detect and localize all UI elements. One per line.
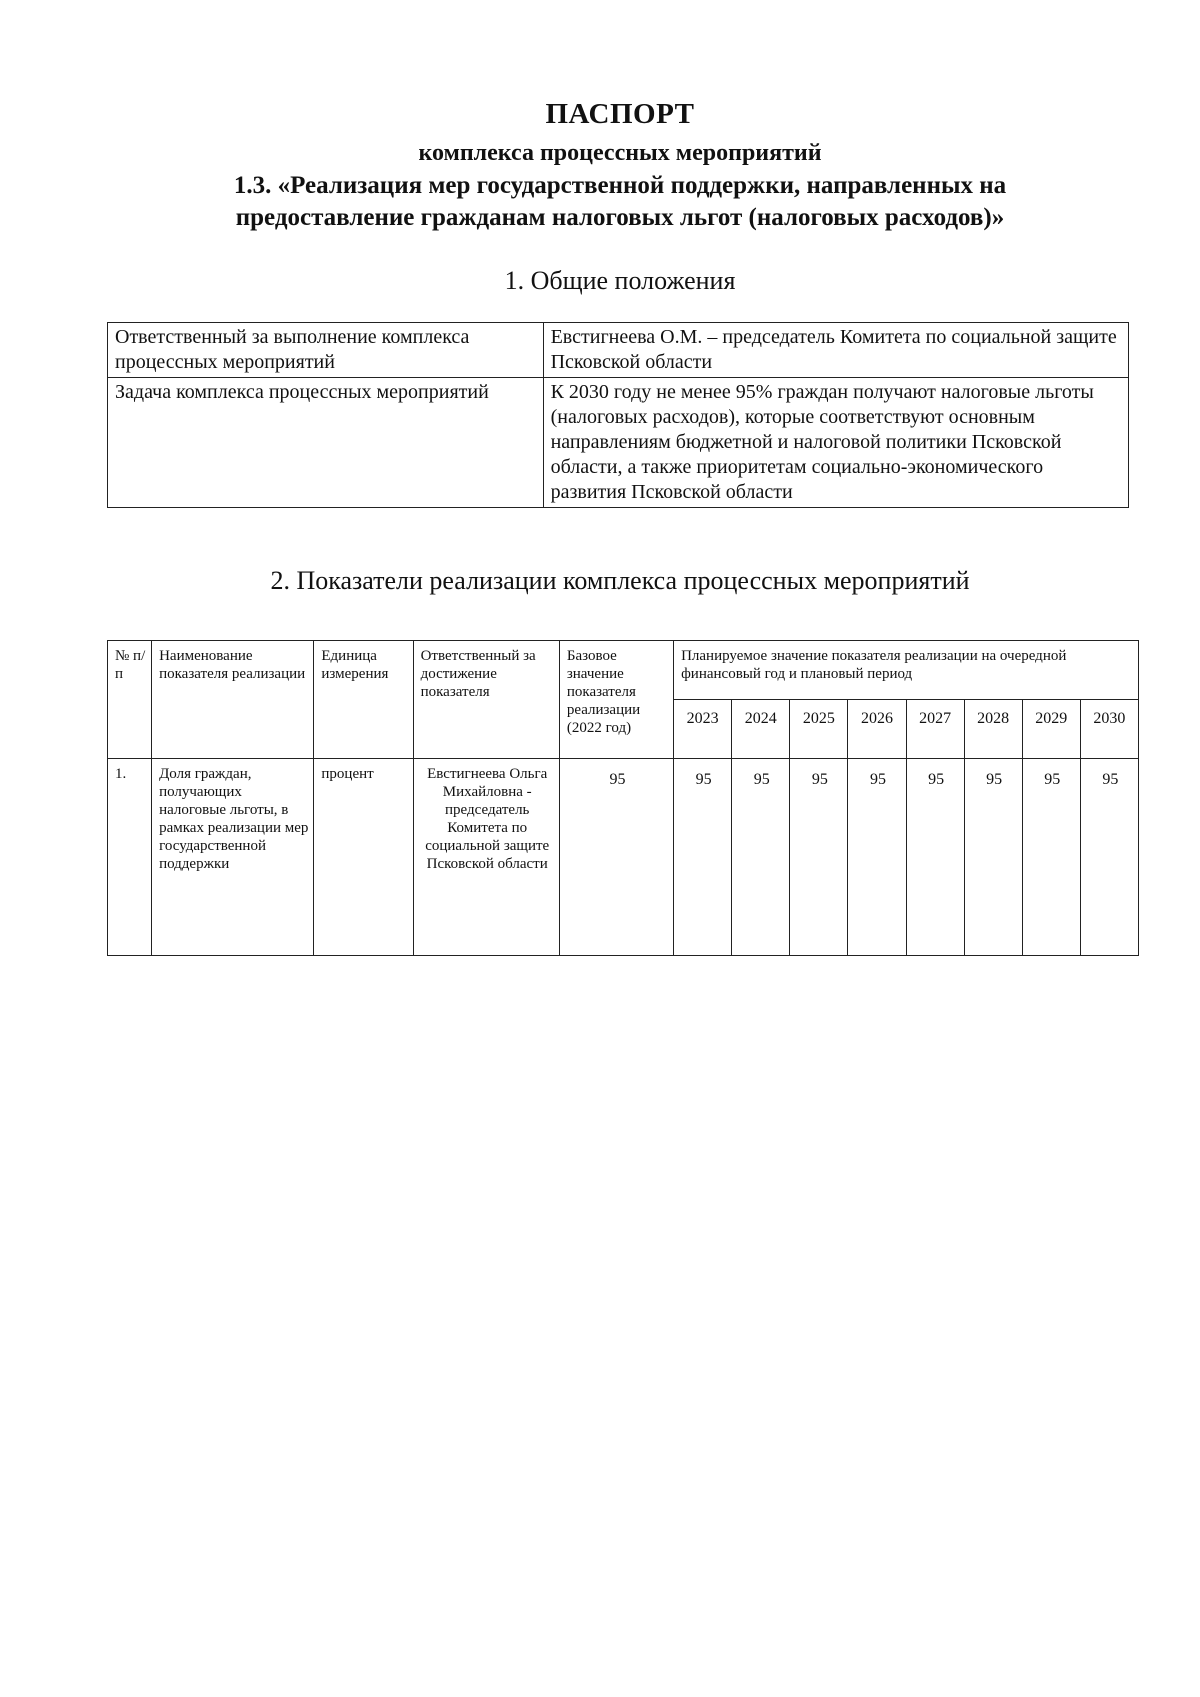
section2-heading: 2. Показатели реализации комплекса процессных мероприятий	[270, 566, 970, 595]
col-header-year: 2026	[848, 700, 906, 759]
table-header-row	[108, 641, 1139, 700]
col-header-unit: Единица измерения	[314, 641, 413, 759]
complex-name-line2: предоставление гражданам налоговых льгот (налоговых расходов)»	[235, 204, 1005, 231]
row-name: Доля граждан, получающих налоговые льготы, в рамках реализации мер государственной поддержки	[152, 759, 314, 956]
col-header-year: 2024	[732, 700, 790, 759]
row-planned-value: 95	[964, 759, 1022, 956]
row-responsible: Евстигнеева Ольга Михайловна - председатель Комитета по социальной защите Псковской области	[413, 759, 559, 956]
col-header-name: Наименование показателя реализации	[152, 641, 314, 759]
row-planned-value: 95	[790, 759, 848, 956]
row-planned-value: 95	[906, 759, 964, 956]
col-header-num: № п/п	[108, 641, 152, 759]
indicators-table	[107, 640, 1139, 956]
section1-heading: 1. Общие положения	[504, 266, 736, 295]
row-planned-value: 95	[848, 759, 906, 956]
row-planned-value: 95	[1080, 759, 1138, 956]
row-base-value: 95	[559, 759, 673, 956]
col-header-responsible: Ответственный за достижение показателя	[413, 641, 559, 759]
table-row	[108, 759, 1139, 956]
general-provisions-table	[107, 322, 1129, 508]
row-planned-value: 95	[674, 759, 732, 956]
col-header-year: 2030	[1080, 700, 1138, 759]
row-num: 1.	[108, 759, 152, 956]
responsible-value: Евстигнеева О.М. – председатель Комитета по социальной защите Псковской области	[543, 323, 1128, 378]
col-header-year: 2029	[1022, 700, 1080, 759]
complex-name-line1: 1.3. «Реализация мер государственной поддержки, направленных на	[233, 172, 1007, 199]
responsible-label: Ответственный за выполнение комплекса процессных мероприятий	[108, 323, 544, 378]
col-header-year: 2028	[964, 700, 1022, 759]
row-unit: процент	[314, 759, 413, 956]
col-header-planned: Планируемое значение показателя реализации на очередной финансовый год и плановый период	[674, 641, 1139, 700]
col-header-year: 2025	[790, 700, 848, 759]
table-row	[108, 323, 1129, 378]
task-label: Задача комплекса процессных мероприятий	[108, 378, 544, 508]
document-title: ПАСПОРТ	[545, 98, 695, 130]
col-header-base: Базовое значение показателя реализации (2022 год)	[559, 641, 673, 759]
task-value: К 2030 году не менее 95% граждан получают налоговые льготы (налоговых расходов), которые соответствуют основным направлениям бюджетной и налоговой политики Псковской области, а также приоритетам социально-экономического развития Псковской области	[543, 378, 1128, 508]
table-row	[108, 378, 1129, 508]
row-planned-value: 95	[732, 759, 790, 956]
col-header-year: 2023	[674, 700, 732, 759]
col-header-year: 2027	[906, 700, 964, 759]
row-planned-value: 95	[1022, 759, 1080, 956]
document-subtitle: комплекса процессных мероприятий	[418, 140, 822, 166]
